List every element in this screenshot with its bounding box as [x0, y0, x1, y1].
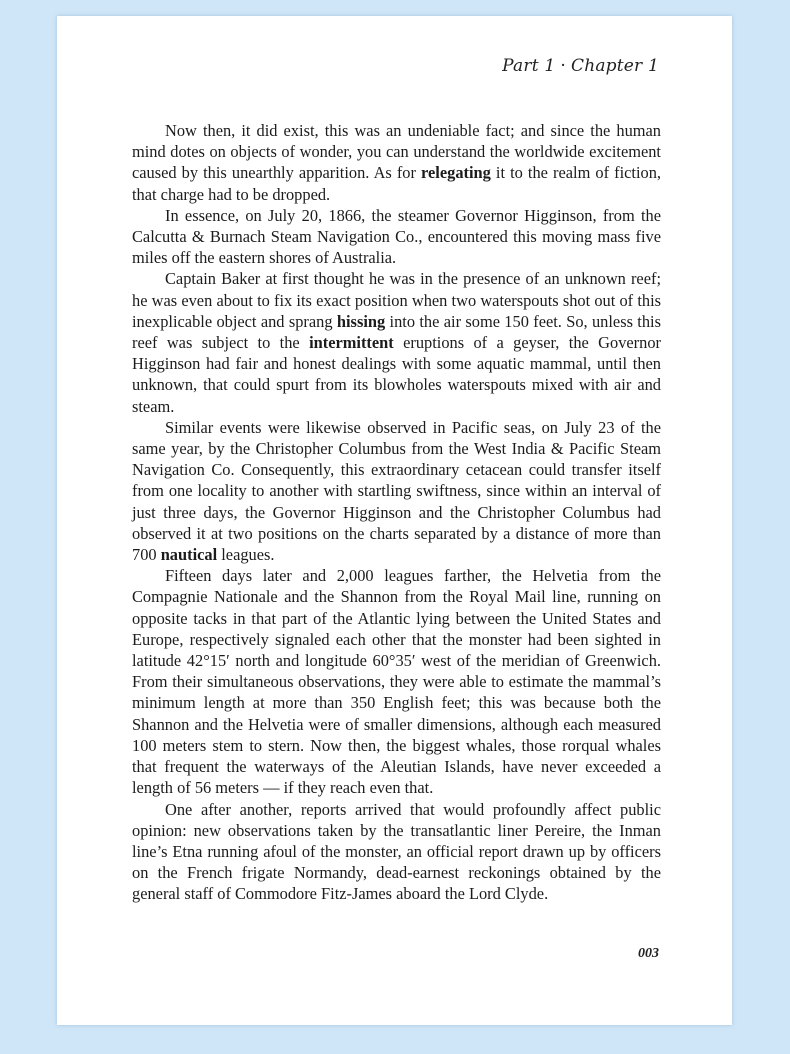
text-run: Captain Baker at first thought he was in the presence of an unknown reef; he was even about to fix its exact position when two waterspouts shot out of this inexplicable object and sprang [132, 269, 661, 331]
paragraph [132, 268, 661, 416]
text-run: into the air some 150 feet. So, unless this reef was subject to the [132, 311, 661, 353]
text-run: Now then, it did exist, this was an undeniable fact; and since the human mind dotes on objects of wonder, you can understand the worldwide excitement caused by this unearthly apparition. As for [132, 121, 661, 183]
bold-term: nautical [160, 545, 218, 565]
book-page [57, 16, 732, 1025]
page-number: 003 [638, 946, 659, 961]
paragraph [132, 120, 661, 205]
text-run: eruptions of a geyser, the Governor Higginson had fair and honest dealings with some aquatic mammal, until then unknown, that could spurt from its blowholes waterspouts mixed with air and steam. [132, 333, 661, 416]
text-run: In essence, on July 20, 1866, the steamer Governor Higginson, from the Calcutta & Burnach Steam Navigation Co., encountered this moving mass five miles off the eastern shores of Australia. [132, 205, 661, 268]
paragraph [132, 417, 661, 565]
text-run: it to the realm of fiction, that charge had to be dropped. [132, 163, 661, 204]
text-run: One after another, reports arrived that would profoundly affect public opinion: new observations taken by the transatlantic liner Pereire, the Inman line’s Etna running afoul of the monster, an official report drawn up by officers on the French frigate Normandy, dead-earnest reckonings obtained by the general staff of Commodore Fitz-James aboard the Lord Clyde. [132, 799, 661, 904]
bold-term: hissing [336, 311, 386, 331]
text-run: Similar events were likewise observed in Pacific seas, on July 23 of the same year, by the Christopher Columbus from the West India & Pacific Steam Navigation Co. Consequently, this extraordinary cetacean could transfer itself from one locality to another with startling swiftness, since within an interval of just three days, the Governor Higginson and the Christopher Columbus had observed it at two positions on the charts separated by a distance of more than 700 [132, 417, 661, 565]
header-separator: · [560, 56, 566, 76]
text-run: Fifteen days later and 2,000 leagues farther, the Helvetia from the Compagnie Nationale and the Shannon from the Royal Mail line, running on opposite tacks in that part of the Atlantic lying between the United States and Europe, respectively signaled each other that the monster had been sighted in latitude 42°15′ north and longitude 60°35′ west of the meridian of Greenwich. From their simultaneous observations, they were able to estimate the mammal’s minimum length at more than 350 English feet; this was because both the Shannon and the Helvetia were of smaller dimensions, although each measured 100 meters stem to stern. Now then, the biggest whales, those rorqual whales that frequent the waterways of the Aleutian Islands, have never exceeded a length of 56 meters — if they reach even that. [132, 566, 661, 798]
paragraph [132, 565, 661, 798]
paragraph [132, 205, 661, 269]
running-header [502, 56, 659, 76]
paragraph [132, 799, 661, 905]
bold-term: intermittent [309, 333, 394, 353]
body-text [132, 120, 661, 905]
part-label: Part 1 [502, 56, 556, 76]
bold-term: relegating [421, 163, 491, 183]
chapter-label: Chapter 1 [570, 56, 659, 76]
text-run: leagues. [217, 545, 275, 565]
